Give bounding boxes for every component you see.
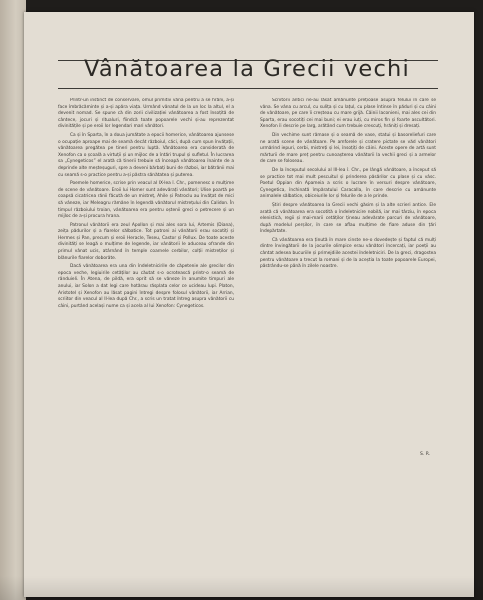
paragraph: Că vânătoarea era ținută în mare cinste ne-o dovedește și faptul că mulți dintre învingătorii de la jocurile olimpice erau vânători încercați, iar poeții au cântat adesea bucuriile și primejdiile acestei îndeletniciri. De la greci, dragostea pentru vânătoare a trecut la romani și de la aceștia la toate popoarele Europei, păstrându-se până în zilele noastre. [260, 237, 436, 270]
paragraph: Ca și în Sparta, în a doua jumătate a epocii homerice, vânătoarea ajunsese o ocupație aproape mai de seamă decât războiul, căci, după cum spun învățații, vânătoarea pregătea pe tineri pentru luptă. Vânătoarea era considerată de Xenofon ca o școală a virtuții și un mijloc de a întări trupul și sufletul. În lucrarea sa „Cynegeticos” el arată că tinerii trebuie să înceapă vânătoarea înainte de a deprinde alte meșteșuguri, spre a deveni bărbați buni de război, iar bătrânii mai cu seamă s-o practice pentru a-și păstra sănătatea și puterea. [58, 132, 234, 178]
article-column-right [260, 98, 436, 558]
paragraph: Din vechime sunt rămase și o seamă de vase, statui și basoreliefuri care ne arată scene de vânătoare. Pe amforele și cratere pictate se văd vânători urmărind iepuri, cerbi, mistreți și lei, însoțiți de câini. Aceste opere de artă sunt mărturii de mare preț pentru cunoașterea vânătorii la vechii greci și a armelor de care se foloseau. [260, 132, 436, 165]
article-column-left [58, 98, 234, 558]
paragraph: Scriitorii antici ne-au lăsat amănunte prețioase asupra felului în care se vâna. Se vâna cu arcul, cu sulița și cu lațul, cu plase întinse în păduri și cu câini de vânătoare, pe care îi creșteau cu mare grijă. Câinii laconieni, mai ales cei din Sparta, erau socotiți cei mai buni; ei erau iuți, cu miros fin și foarte ascultători. Xenofon îi descrie pe larg, arătând cum trebuie crescuți, hrăniți și dresați. [260, 98, 436, 130]
paragraph: Patronul vânătorii era zeul Apollon și mai ales sora lui, Artemis (Diana), zeița pădurilor și a fiarelor sălbatice. Tot patroni ai vânătorii erau socotiți și Hermes și Pan, precum și eroii Heracle, Teseu, Castor și Pollux. De toate aceste divinități se leagă o mulțime de legende, iar vânătorii le aduceau ofrande din primul vânat ucis, atârnând în temple coarnele cerbilor, colții mistreților și blănurile fiarelor doborâte. [58, 222, 234, 261]
paragraph: Știri despre vânătoarea la Grecii vechi găsim și la alte scrieri antice. Ele arată că vânătoarea era socotită o îndeletnicire nobilă, iar mai târziu, în epoca elenistică, regii și mai-marii cetăților țineau adevărate parcuri de vânătoare, după modelul perșilor, în care se aflau mulțime de fiare aduse din țări îndepărtate. [260, 202, 436, 235]
previous-page-edge [0, 0, 26, 600]
paragraph: De la începutul secolului al III-lea î. Chr., pe lângă vânătoare, a început să se practice tot mai mult pescuitul și prinderea păsărilor cu plase și cu vâsc. Poetul Oppian din Apameia a scris o lucrare în versuri despre vânătoare, Cynegetica, închinată împăratului Caracalla, în care descrie cu amănunte animalele sălbatice, obiceiurile lor și felurile de a le prinde. [260, 167, 436, 200]
page-fold-shadow [0, 576, 483, 600]
paragraph: Printr-un instinct de conservare, omul primitiv vâna pentru a se hrăni, a-și face îmbrăcăminte și a-și apăra viața. Urmând vânatul de la un loc la altul, el a devenit nomad. Se spune că din zorii civilizației vânătoarea a fost însoțită de cântece, jocuri și ritualuri, fiindcă toate popoarele vechi și-au reprezentat divinitățile și pe eroii lor legendari mari vânători. [58, 98, 234, 130]
paragraph: Dacă vânătoarea era una din îndeletnicirile de căpetenie ale grecilor din epoca veche, legiuirile cetăților au căutat s-o ocrotească printr-o seamă de rânduieli. În Atena, de pildă, era oprit să se vâneze în anumite timpuri ale anului, iar Solon a dat legi care hotărau răsplata celor ce ucideau lupi. Platon, Aristotel și Xenofon au lăsat pagini întregi despre folosul vânătorii, iar Arrian, scriitor din veacul al II-lea după Chr., a scris un tratat întreg asupra vânătorii cu câini, purtând același nume ca și acela al lui Xenofon: Cynegeticos. [58, 264, 234, 309]
author-signature: S. R. [420, 452, 431, 457]
title-rule-bottom [58, 88, 438, 89]
page-title: Vânătoarea la Grecii vechi [84, 56, 410, 82]
paragraph: Poemele homerice, scrise prin veacul al IX-lea î. Chr., pomenesc o mulțime de scene de vânătoare. Eroii lui Homer sunt adevărați vânători; Ulise poartă pe coapsă cicatricea rănii făcută de un mistreț, Ahile și Patroclu au învățat de mici să vâneze, iar Meleagru rămâne în legendă vânătorul mistrețului din Calidon. În timpul războiului troian, vânătoarea era pentru oștenii greci o petrecere și un mijloc de a-și procura hrana. [58, 181, 234, 220]
magazine-page [24, 12, 474, 597]
